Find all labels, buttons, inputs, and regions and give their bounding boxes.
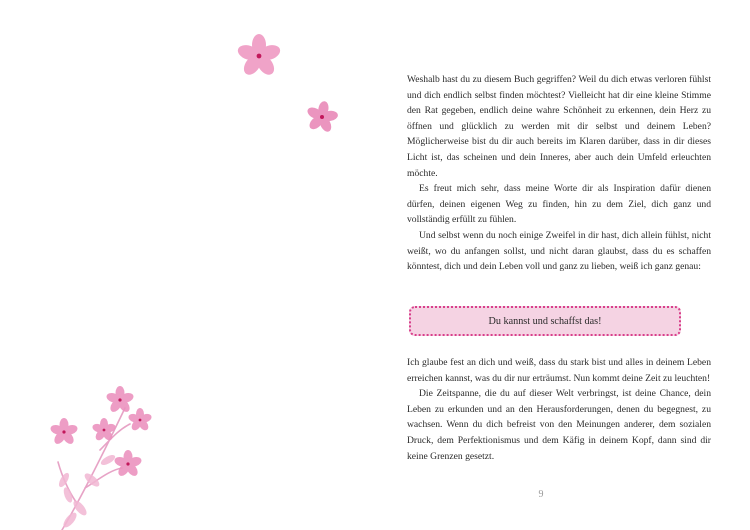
flower-icon — [233, 30, 285, 82]
flower-branch-icon — [40, 380, 160, 530]
paragraph: Es freut mich sehr, dass meine Worte dir als Inspiration dafür dienen dürfen, deinen eigenen Weg zu finden, hin zu dem Ziel, dich ganz und vollständig erfüllt zu fühlen. — [407, 183, 711, 226]
body-text-bottom — [407, 355, 711, 464]
highlight-text: Du kannst und schaffst das! — [488, 315, 602, 327]
flower-icon — [303, 98, 341, 136]
paragraph: Weshalb hast du zu diesem Buch gegriffen? Weil du dich etwas verloren fühlst und dich endlich selbst finden möchtest? Vielleicht hat dir eine kleine Stimme den Rat gegeben, endlich deine wahre Schönheit zu erkennen, dein Herz zu öffnen und glücklich zu werden mit dir selbst und deinem Leben? Möglicherweise bist du dir auch bereits im Klaren darüber, dass in dir dieses Licht ist, das scheinen und dein Inneres, aber auch dein Umfeld erleuchten möchte. — [407, 74, 711, 179]
paragraph: Ich glaube fest an dich und weiß, dass du stark bist und alles in deinem Leben erreichen kannst, was du dir nur erträumst. Nun kommt deine Zeit zu leuchten! — [407, 357, 711, 384]
right-page — [375, 0, 750, 530]
page-number: 9 — [538, 489, 544, 500]
paragraph: Und selbst wenn du noch einige Zweifel in dir hast, dich allein fühlst, nicht weißt, wo du anfangen sollst, und nicht daran glaubst, dass du es schaffen könntest, dich und dein Leben voll und ganz zu lieben, weiß ich ganz genau: — [407, 229, 711, 273]
highlight-box — [409, 306, 681, 336]
body-text-top — [407, 72, 711, 275]
paragraph: Die Zeitspanne, die du auf dieser Welt verbringst, ist deine Chance, dein Leben zu erkunden und an den Herausforderungen, denen du begegnest, zu wachsen. Wenn du dich befreist von den Meinungen anderer, dem sozialen Druck, dem Perfektionismus und dem Käfig in deinem Kopf, dann sind dir keine Grenzen gesetzt. — [407, 388, 711, 462]
